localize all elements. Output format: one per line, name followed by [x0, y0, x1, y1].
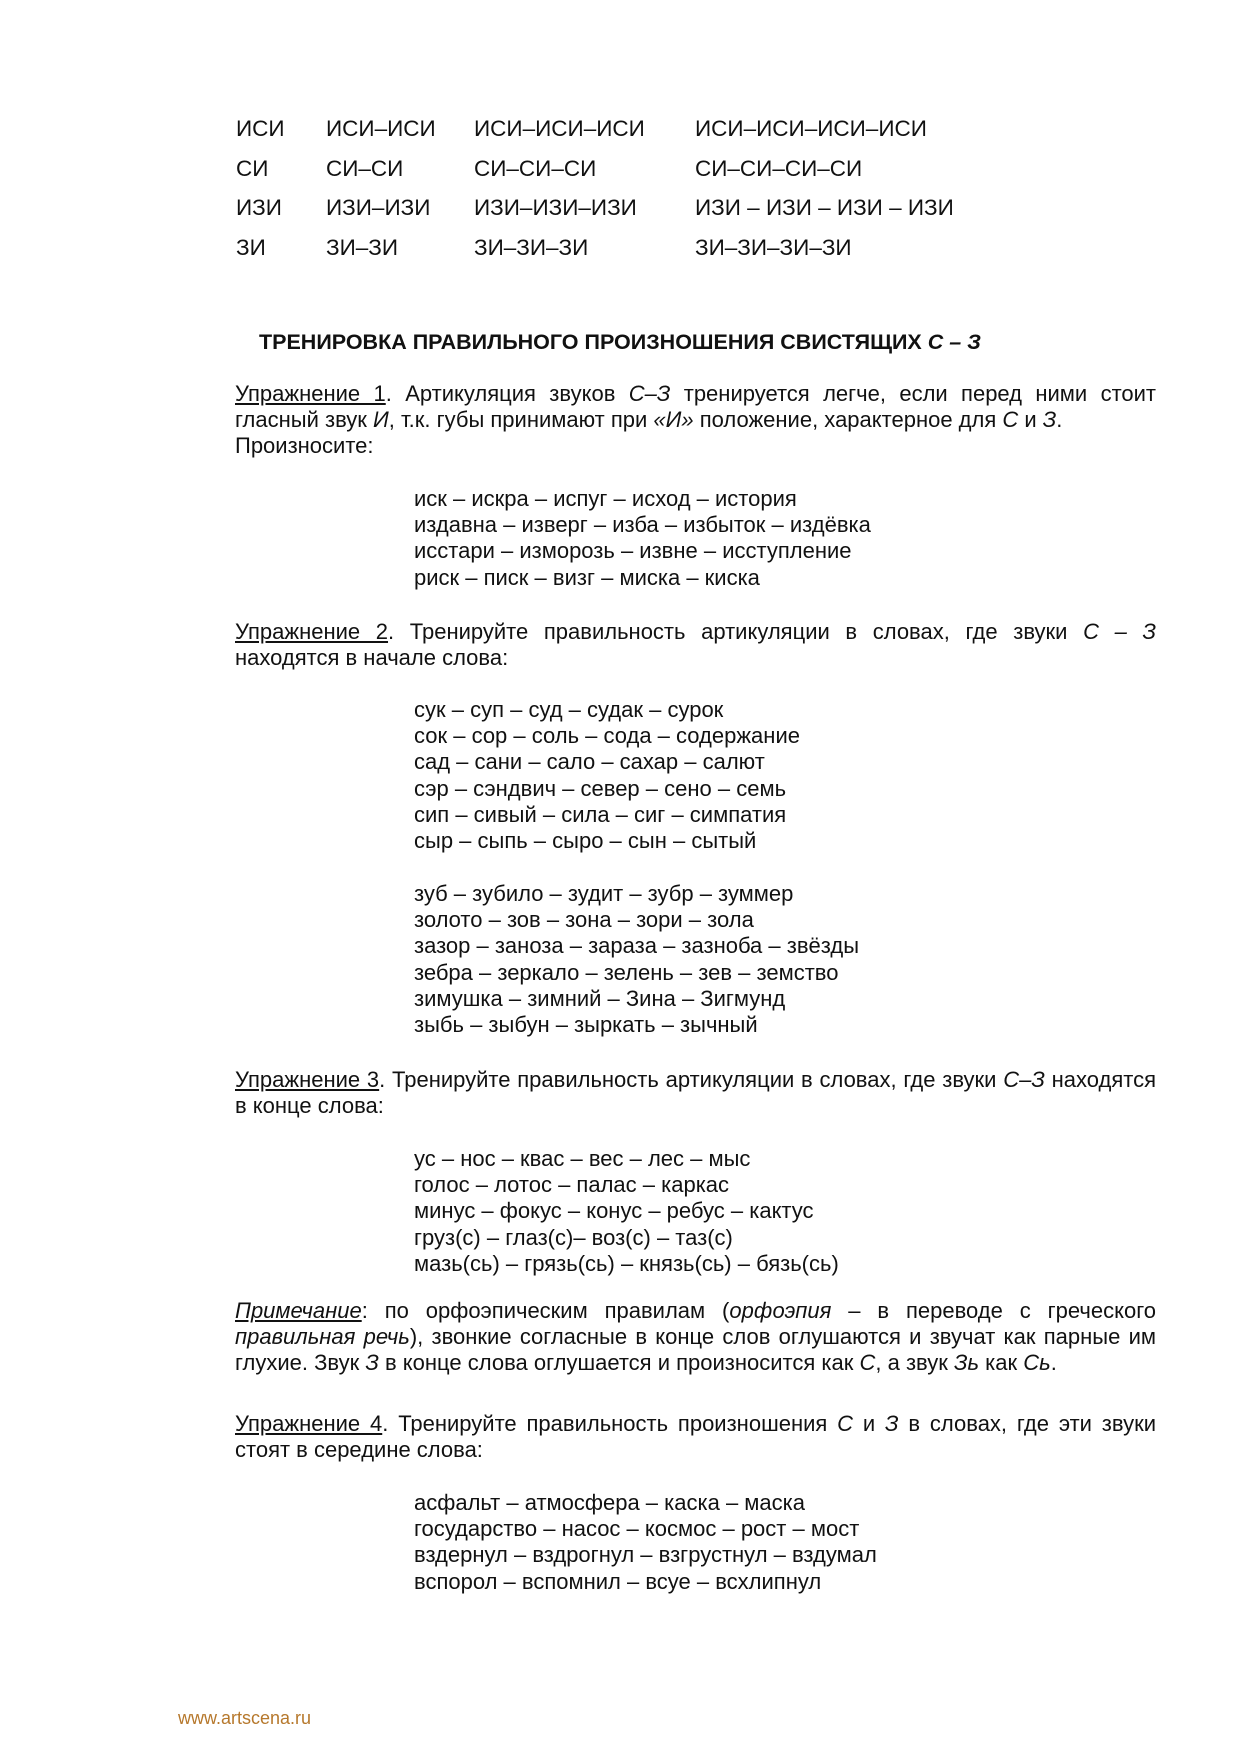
syllable-cell: СИ–СИ–СИ–СИ	[695, 155, 863, 181]
word-line: сок – сор – соль – сода – содержание	[414, 723, 800, 749]
syllable-row-isi	[236, 116, 995, 156]
exercise-1-paragraph	[178, 381, 1156, 433]
exercise-1-pronounce: Произносите:	[235, 433, 374, 458]
text-run: , т.к. губы принимают при	[388, 407, 654, 432]
syllable-cell: ЗИ–ЗИ–ЗИ	[474, 234, 589, 260]
text-run: как	[979, 1350, 1024, 1375]
word-line: асфальт – атмосфера – каска – маска	[414, 1490, 805, 1515]
syllable-cell: ИЗИ	[236, 195, 282, 220]
exercise-3-word-list	[414, 1146, 839, 1277]
text-run: Сь	[1023, 1350, 1051, 1375]
word-line: сип – сивый – сила – сиг – симпатия	[414, 801, 787, 827]
text-run: . Артикуляция звуков	[385, 381, 629, 406]
text-run: .	[1056, 407, 1063, 432]
exercise-3-label: Упражнение 3	[235, 1067, 380, 1092]
word-line: сад – сани – сало – сахар – салют	[414, 749, 765, 775]
text-run: ), звонкие согласные в конце слов оглушаются и звучат как парные им глухие. Звук	[235, 1324, 1156, 1375]
text-run: в словах, где эти звуки стоят в середине слова:	[235, 1411, 1156, 1462]
text-run: . Тренируйте правильность артикуляции в словах, где звуки	[379, 1067, 1004, 1092]
text-run: З	[365, 1350, 379, 1375]
note-label: Примечание	[235, 1298, 362, 1323]
word-line: исстари – изморозь – извне – исступление	[414, 538, 852, 564]
word-line: зыбь – зыбун – зыркать – зычный	[414, 1012, 758, 1038]
syllable-cell: ИЗИ – ИЗИ – ИЗИ – ИЗИ	[695, 195, 954, 220]
text-run: С–З	[1003, 1067, 1045, 1092]
exercise-4-text	[178, 1411, 1156, 1463]
exercise-2-z-word-list	[414, 881, 859, 1038]
text-run: и	[853, 1411, 886, 1436]
exercise-2-s-word-list	[414, 697, 800, 854]
syllable-cell: ЗИ–ЗИ–ЗИ–ЗИ	[695, 234, 852, 260]
syllable-row-izi	[236, 195, 995, 235]
word-line: издавна – изверг – изба – избыток – издёвка	[414, 512, 871, 538]
text-run: Зь	[953, 1350, 980, 1375]
text-run: С–З	[628, 381, 671, 406]
word-line: ус – нос – квас – вес – лес – мыс	[414, 1146, 751, 1171]
exercise-4-word-list	[414, 1490, 877, 1595]
text-run: – в переводе с греческого	[831, 1298, 1156, 1323]
text-run: и	[1018, 407, 1043, 432]
text-run: тренируется легче, если перед ними стоит гласный звук	[235, 381, 1157, 432]
footer-url: www.artscena.ru	[178, 1708, 312, 1728]
syllable-cell: СИ–СИ–СИ	[474, 155, 597, 181]
text-run: правильная речь	[235, 1324, 410, 1349]
text-run: положение, характерное для	[693, 407, 1003, 432]
word-line: минус – фокус – конус – ребус – кактус	[414, 1198, 814, 1224]
word-line: иск – искра – испуг – исход – история	[414, 486, 797, 511]
syllable-table	[236, 116, 995, 274]
text-run: И	[373, 407, 389, 432]
text-run: З	[885, 1411, 899, 1436]
exercise-4-paragraph	[178, 1411, 1156, 1463]
word-line: золото – зов – зона – зори – зола	[414, 907, 754, 933]
word-line: груз(с) – глаз(с)– воз(с) – таз(с)	[414, 1224, 733, 1250]
section-title-sounds: С – З	[927, 330, 981, 354]
text-run: орфоэпия	[729, 1298, 832, 1323]
syllable-cell: ИСИ–ИСИ	[326, 116, 436, 141]
syllable-row-zi	[236, 235, 995, 275]
word-line: риск – писк – визг – миска – киска	[414, 564, 760, 590]
exercise-3-paragraph	[178, 1067, 1156, 1119]
syllable-cell: ИСИ–ИСИ–ИСИ	[474, 116, 645, 141]
exercise-1-label: Упражнение 1	[235, 381, 386, 406]
text-run: . Тренируйте правильность артикуляции в словах, где звуки	[388, 619, 1084, 644]
syllable-cell: ИЗИ–ИЗИ	[326, 195, 431, 220]
word-line: вспорол – вспомнил – всуе – всхлипнул	[414, 1568, 822, 1594]
text-run: находятся в конце слова:	[235, 1067, 1157, 1118]
exercise-1-text	[178, 381, 1156, 459]
exercise-2-label: Упражнение 2	[235, 619, 389, 644]
word-line: сук – суп – суд – судак – сурок	[414, 697, 724, 722]
word-line: сэр – сэндвич – север – сено – семь	[414, 775, 787, 801]
syllable-cell: СИ–СИ	[326, 155, 404, 181]
text-run: .	[1050, 1350, 1057, 1375]
section-title-main: ТРЕНИРОВКА ПРАВИЛЬНОГО ПРОИЗНОШЕНИЯ СВИСТЯЩИХ	[258, 330, 928, 354]
text-run: С	[859, 1350, 876, 1375]
exercise-3-text	[178, 1067, 1156, 1119]
section-title	[0, 330, 1240, 355]
word-line: вздернул – вздрогнул – взгрустнул – вздумал	[414, 1542, 877, 1568]
text-run: , а звук	[875, 1350, 954, 1375]
word-line: зимушка – зимний – Зина – Зигмунд	[414, 985, 786, 1011]
text-run: З	[1042, 407, 1057, 432]
text-run: : по орфоэпическим правилам (	[361, 1298, 730, 1323]
syllable-cell: ЗИ–ЗИ	[326, 234, 399, 260]
text-run: находятся в начале слова:	[235, 645, 509, 670]
syllable-cell: ЗИ	[236, 234, 266, 260]
note-text	[178, 1298, 1156, 1376]
syllable-cell: ИЗИ–ИЗИ–ИЗИ	[474, 195, 637, 220]
word-line: зазор – заноза – зараза – зазноба – звёзды	[414, 933, 860, 959]
word-line: государство – насос – космос – рост – мост	[414, 1516, 860, 1542]
note-paragraph	[178, 1298, 1156, 1376]
word-line: мазь(сь) – грязь(сь) – князь(сь) – бязь(сь)	[414, 1250, 839, 1276]
text-run: С	[837, 1411, 854, 1436]
syllable-row-si	[236, 156, 995, 196]
text-run: . Тренируйте правильность произношения	[382, 1411, 838, 1436]
exercise-4-label: Упражнение 4	[235, 1411, 383, 1436]
syllable-cell: СИ	[236, 155, 269, 181]
text-run: С – З	[1083, 619, 1157, 644]
word-line: сыр – сыпь – сыро – сын – сытый	[414, 828, 757, 854]
exercise-2-paragraph	[178, 619, 1156, 671]
exercise-2-text	[178, 619, 1156, 671]
text-run: «И»	[653, 407, 694, 432]
word-line: зебра – зеркало – зелень – зев – земство	[414, 959, 839, 985]
syllable-cell: ИСИ	[236, 116, 285, 141]
text-run: в конце слова оглушается и произносится как	[378, 1350, 860, 1375]
exercise-1-word-list	[414, 486, 871, 591]
word-line: зуб – зубило – зудит – зубр – зуммер	[414, 881, 794, 906]
text-run: С	[1002, 407, 1019, 432]
syllable-cell: ИСИ–ИСИ–ИСИ–ИСИ	[695, 116, 927, 141]
word-line: голос – лотос – палас – каркас	[414, 1172, 730, 1198]
